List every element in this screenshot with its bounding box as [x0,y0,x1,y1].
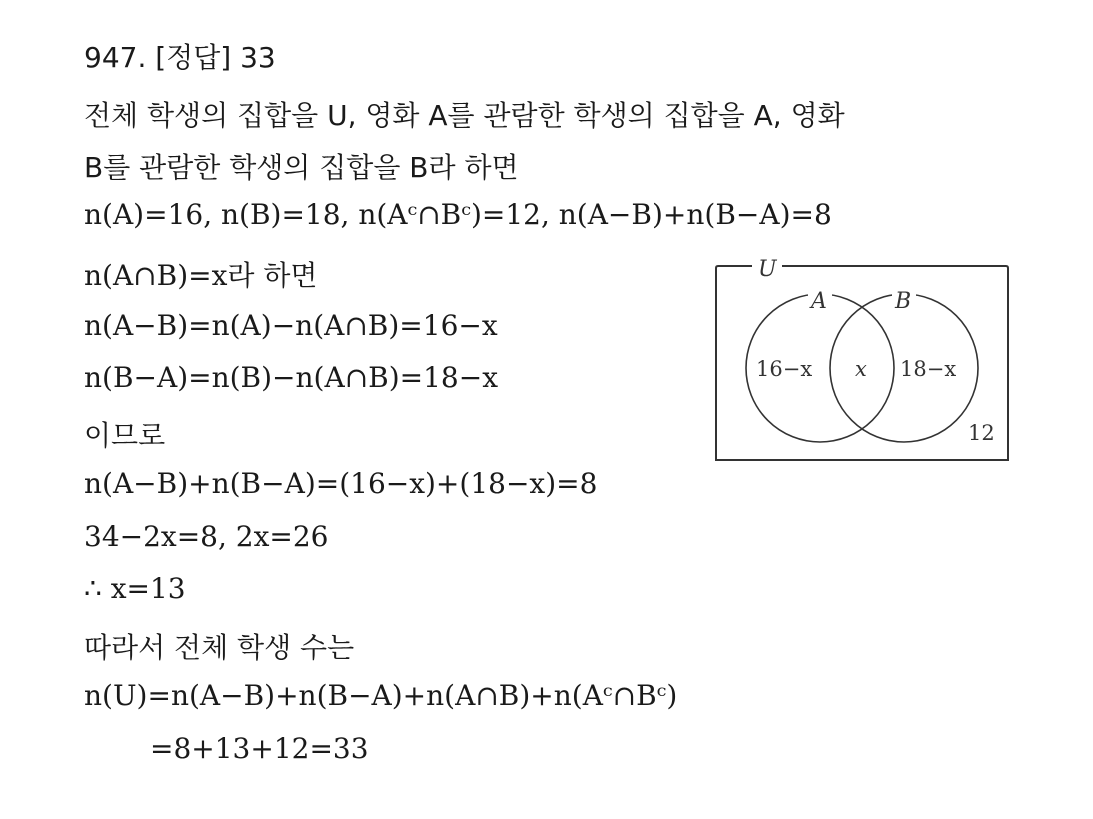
problem-header: 947. [정답] 33 [84,41,276,74]
universe-label: U [758,257,777,282]
equation-text: 34−2x=8, 2x=26 [84,520,329,553]
region-intersection: x [855,357,867,381]
solution-text: 전체 학생의 집합을 U, 영화 A를 관람한 학생의 집합을 A, 영화 [84,99,845,132]
equation-text: n(U)=n(A−B)+n(B−A)+n(A∩B)+n(Aᶜ∩Bᶜ) [84,679,678,712]
equation-text: ∴ x=13 [84,572,186,605]
b-minus-a-equation [84,361,498,394]
sum-equation [84,467,597,500]
region-a-only: 16−x [756,357,813,381]
solution-line-1 [84,94,845,134]
set-a-label: A [811,289,827,314]
x-result [84,572,186,605]
equation-text: n(A∩B)=x라 하면 [84,259,318,292]
simplify-equation [84,520,328,553]
a-minus-b-equation [84,309,498,342]
venn-diagram [714,256,1012,464]
set-b-label: B [895,289,912,314]
solution-line-2 [84,146,519,186]
given-conditions [84,198,832,231]
solution-text: B를 관람한 학생의 집합을 B라 하면 [84,151,519,184]
therefore-text [84,414,165,454]
final-answer [150,732,369,765]
equation-text: n(A−B)=n(A)−n(A∩B)=16−x [84,309,498,342]
equation-text: n(A−B)+n(B−A)=(16−x)+(18−x)=8 [84,467,598,500]
total-equation [84,679,677,712]
region-outside: 12 [968,421,995,445]
equation-text: n(B−A)=n(B)−n(A∩B)=18−x [84,361,498,394]
region-b-only: 18−x [900,357,957,381]
let-intersection [84,254,317,294]
solution-text: 이므로 [84,419,166,452]
equation-text: =8+13+12=33 [150,732,369,765]
solution-text: 따라서 전체 학생 수는 [84,631,355,664]
conclusion-text [84,626,354,666]
equation-text: n(A)=16, n(B)=18, n(Aᶜ∩Bᶜ)=12, n(A−B)+n(B−A)=8 [84,198,832,231]
